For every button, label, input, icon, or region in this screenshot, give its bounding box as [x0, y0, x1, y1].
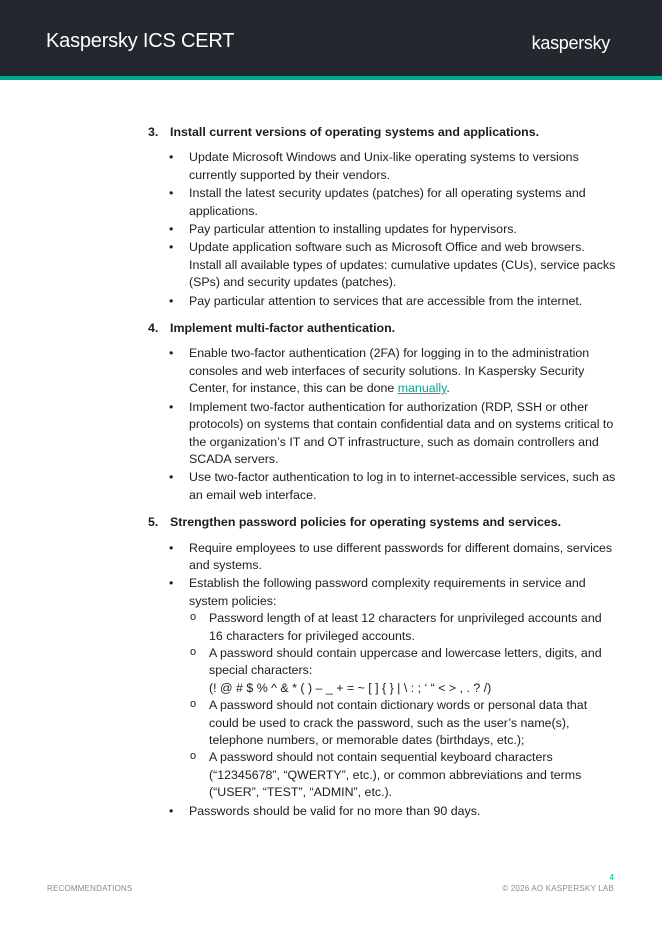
footer-copyright: © 2026 AO KASPERSKY LAB [502, 884, 614, 893]
sub-list-item [189, 645, 618, 697]
sub-list-item: o A password should not contain sequential keyboard characters (“12345678”, “QWERTY”, etc.), or common abbreviations and terms (“USER”, “TEST”, “ADMIN”, etc.). [189, 749, 618, 801]
list-item: • Require employees to use different passwords for different domains, services and systems. [169, 540, 618, 575]
list-item [169, 575, 618, 801]
list-item: • Install the latest security updates (patches) for all operating systems and applications. [169, 185, 618, 220]
list-item [169, 345, 618, 397]
bullet-list [148, 540, 618, 821]
list-item: • Passwords should be valid for no more than 90 days. [169, 803, 618, 820]
section-number: 5. [148, 515, 159, 530]
section-title: Install current versions of operating systems and applications. [170, 125, 540, 139]
kaspersky-logo: kaspersky [531, 33, 610, 53]
section-title: Implement multi-factor authentication. [170, 321, 396, 336]
section-heading [148, 124, 618, 141]
section-heading [148, 514, 618, 531]
page-header [0, 0, 662, 76]
footer-section-label: RECOMMENDATIONS [47, 884, 133, 893]
list-item: • Pay particular attention to services that are accessible from the internet. [169, 293, 618, 310]
list-item-text-end: . [446, 381, 450, 396]
list-item: • Pay particular attention to installing updates for hypervisors. [169, 221, 618, 238]
list-item: • Update Microsoft Windows and Unix-like operating systems to versions currently supported by their vendors. [169, 149, 618, 184]
sub-list-item-text: o A password should contain uppercase and lowercase letters, digits, and special characters: [209, 645, 602, 678]
document-body [148, 124, 618, 830]
sub-list-item: o Password length of at least 12 characters for unprivileged accounts and 16 characters for privileged accounts. [189, 610, 618, 645]
header-accent-stripe [0, 76, 662, 80]
section-title: Strengthen password policies for operating systems and services. [170, 515, 562, 530]
bullet-list [148, 345, 618, 504]
page-number: 4 [609, 873, 614, 882]
list-item: • Implement two-factor authentication for authorization (RDP, SSH or other protocols) on systems that contain confidential data and on systems critical to the organization’s IT and OT infrastructure, such as domain controllers and SCADA servers. [169, 399, 618, 469]
section-heading [148, 320, 618, 337]
manually-link[interactable]: manually [397, 381, 447, 396]
special-characters: (! @ # $ % ^ & * ( ) – _ + = ~ [ ] { } | \ : ; ‘ “ < > , . ? /) [209, 680, 492, 695]
list-item: • Use two-factor authentication to log in to internet-accessible services, such as an email web interface. [169, 469, 618, 504]
list-item-text: Enable two-factor authentication (2FA) for logging in to the administration consoles and web interfaces of security solutions. In Kaspersky Security Center, for instance, this can be done [189, 346, 590, 396]
header-title: Kaspersky ICS CERT [46, 30, 235, 52]
section-number: 3. [148, 125, 159, 139]
sub-list-item: o A password should not contain dictionary words or personal data that could be used to crack the password, such as the user’s name(s), telephone numbers, or memorable dates (birthdays, etc.); [189, 697, 618, 749]
section-number: 4. [148, 321, 159, 336]
sub-bullet-list [189, 610, 618, 801]
bullet-list [148, 149, 618, 310]
list-item: • Update application software such as Microsoft Office and web browsers. Install all available types of updates: cumulative updates (CUs), service packs (SPs) and security updates (patches). [169, 239, 618, 291]
list-item-text: • Establish the following password complexity requirements in service and system policies: [189, 576, 586, 608]
